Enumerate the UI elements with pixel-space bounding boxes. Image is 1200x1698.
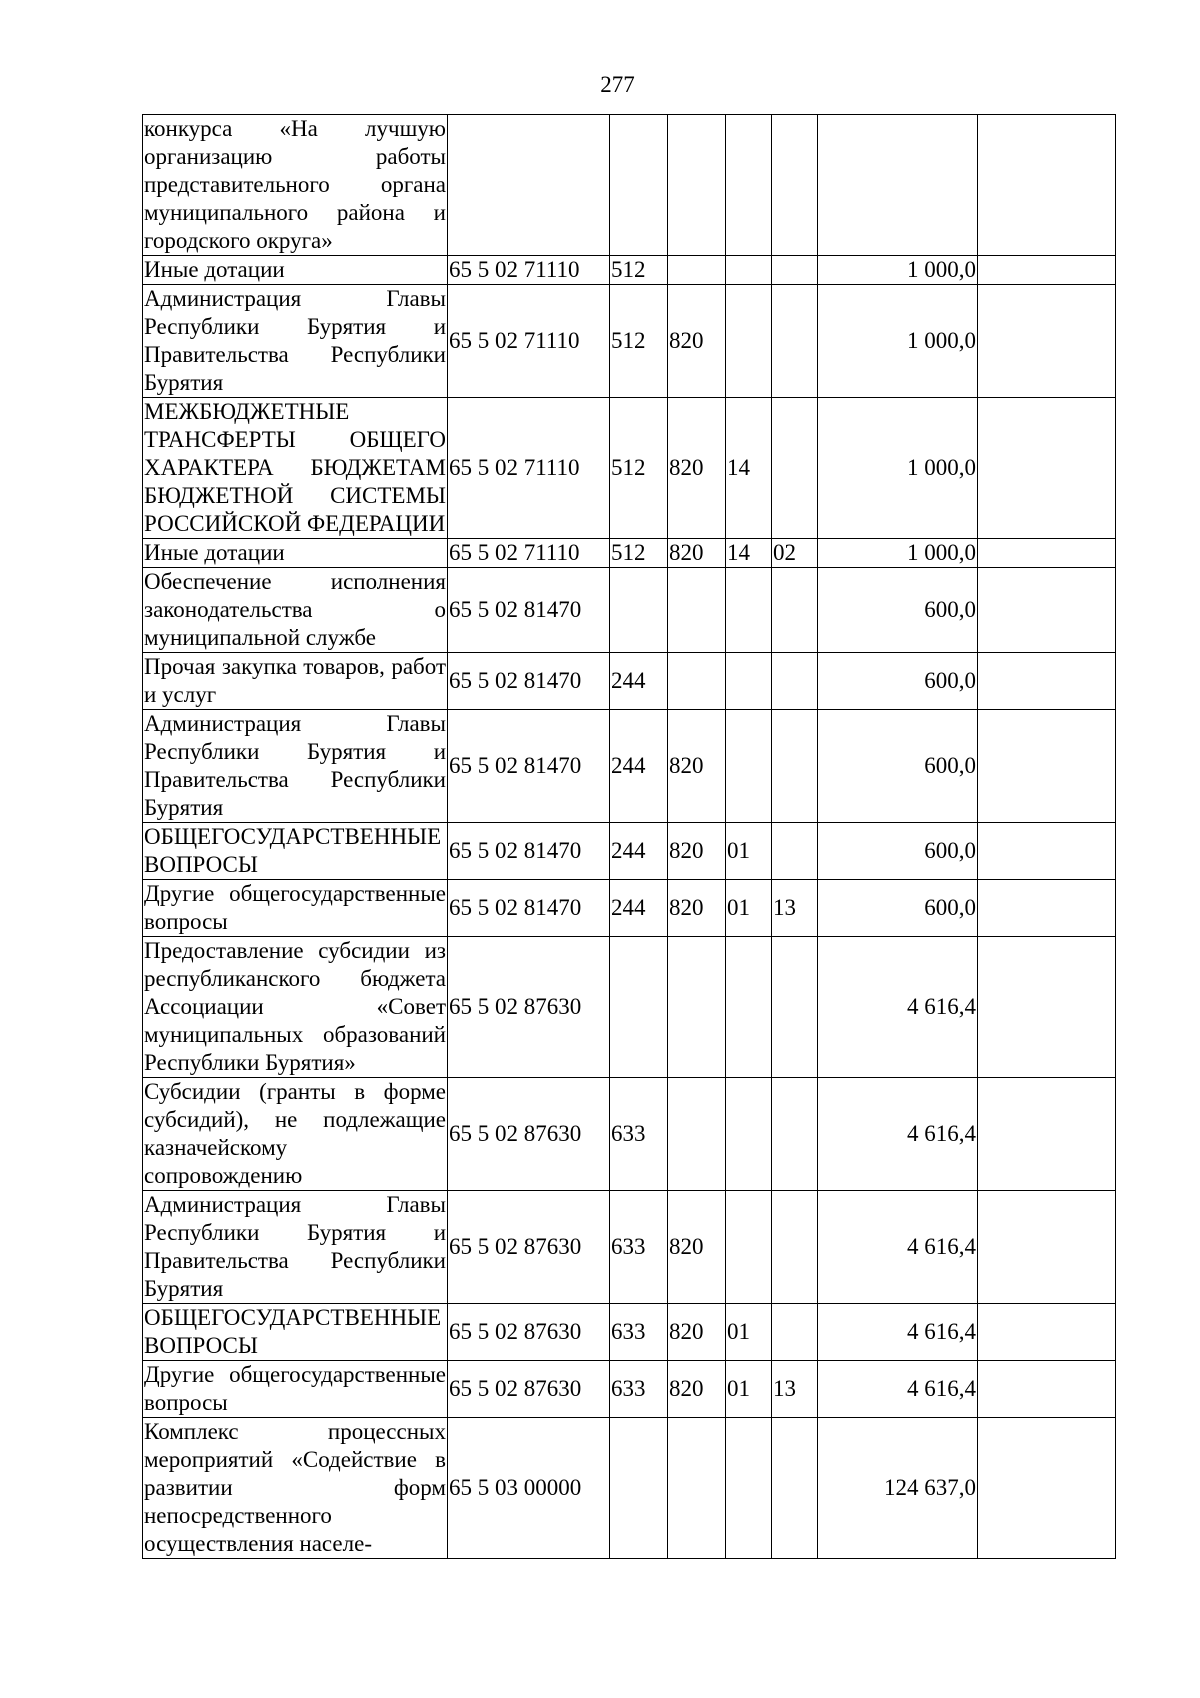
target-code-cell: 65 5 02 87630 [448,937,610,1078]
section-cell: 01 [726,823,772,880]
expense-type-cell: 512 [610,539,668,568]
section-cell [726,1191,772,1304]
subsection-cell [772,937,818,1078]
empty-cell [978,256,1116,285]
empty-cell [978,539,1116,568]
target-code-cell: 65 5 02 81470 [448,880,610,937]
subsection-cell: 02 [772,539,818,568]
amount-cell: 600,0 [818,568,978,653]
target-code-cell: 65 5 02 87630 [448,1304,610,1361]
description-cell: ОБЩЕГОСУДАРСТВЕННЫЕ ВОПРОСЫ [143,1304,448,1361]
expense-type-cell: 512 [610,398,668,539]
description-cell: Комплекс процессных мероприятий «Содействие в развитии форм непосредственного осуществления населе- [143,1418,448,1559]
table-row [143,937,1116,1078]
subsection-cell [772,285,818,398]
section-cell [726,115,772,256]
ministry-code-cell [668,1418,726,1559]
empty-cell [978,285,1116,398]
section-cell: 01 [726,1304,772,1361]
target-code-cell: 65 5 03 00000 [448,1418,610,1559]
description-cell: ОБЩЕГОСУДАРСТВЕННЫЕ ВОПРОСЫ [143,823,448,880]
table-row [143,710,1116,823]
description-cell: Субсидии (гранты в форме субсидий), не подлежащие казначейскому сопровождению [143,1078,448,1191]
amount-cell: 4 616,4 [818,1078,978,1191]
ministry-code-cell [668,256,726,285]
empty-cell [978,115,1116,256]
amount-cell: 600,0 [818,823,978,880]
table-row [143,256,1116,285]
ministry-code-cell [668,653,726,710]
section-cell [726,1418,772,1559]
table-row [143,568,1116,653]
ministry-code-cell [668,115,726,256]
empty-cell [978,880,1116,937]
subsection-cell [772,1191,818,1304]
empty-cell [978,937,1116,1078]
amount-cell: 600,0 [818,880,978,937]
subsection-cell [772,1078,818,1191]
expense-type-cell: 244 [610,880,668,937]
ministry-code-cell: 820 [668,398,726,539]
empty-cell [978,398,1116,539]
amount-cell: 4 616,4 [818,1361,978,1418]
target-code-cell: 65 5 02 81470 [448,710,610,823]
amount-cell: 1 000,0 [818,398,978,539]
table-row [143,285,1116,398]
description-cell: МЕЖБЮДЖЕТНЫЕ ТРАНСФЕРТЫ ОБЩЕГО ХАРАКТЕРА БЮДЖЕТАМ БЮДЖЕТНОЙ СИСТЕМЫ РОССИЙСКОЙ ФЕДЕРАЦИИ [143,398,448,539]
target-code-cell: 65 5 02 81470 [448,823,610,880]
table-row [143,823,1116,880]
ministry-code-cell: 820 [668,1191,726,1304]
ministry-code-cell: 820 [668,285,726,398]
ministry-code-cell: 820 [668,1361,726,1418]
target-code-cell: 65 5 02 81470 [448,568,610,653]
expense-type-cell: 633 [610,1304,668,1361]
amount-cell [818,115,978,256]
ministry-code-cell: 820 [668,823,726,880]
ministry-code-cell [668,1078,726,1191]
table-body [143,115,1116,1559]
section-cell: 14 [726,398,772,539]
subsection-cell [772,823,818,880]
description-cell: Предоставление субсидии из республиканского бюджета Ассоциации «Совет муниципальных образований Республики Бурятия» [143,937,448,1078]
ministry-code-cell: 820 [668,710,726,823]
ministry-code-cell: 820 [668,880,726,937]
description-cell: Администрация Главы Республики Бурятия и Правительства Республики Бурятия [143,710,448,823]
subsection-cell [772,256,818,285]
section-cell: 14 [726,539,772,568]
section-cell [726,1078,772,1191]
empty-cell [978,1078,1116,1191]
table-row [143,398,1116,539]
description-cell: Прочая закупка товаров, работ и услуг [143,653,448,710]
section-cell [726,256,772,285]
table-row [143,1304,1116,1361]
amount-cell: 4 616,4 [818,937,978,1078]
empty-cell [978,710,1116,823]
expense-type-cell [610,937,668,1078]
target-code-cell: 65 5 02 71110 [448,539,610,568]
description-cell: Обеспечение исполнения законодательства о муниципальной службе [143,568,448,653]
subsection-cell [772,1418,818,1559]
amount-cell: 1 000,0 [818,539,978,568]
target-code-cell: 65 5 02 71110 [448,285,610,398]
subsection-cell [772,710,818,823]
ministry-code-cell: 820 [668,1304,726,1361]
empty-cell [978,568,1116,653]
amount-cell: 1 000,0 [818,285,978,398]
subsection-cell [772,398,818,539]
empty-cell [978,653,1116,710]
expense-type-cell: 512 [610,285,668,398]
amount-cell: 124 637,0 [818,1418,978,1559]
table-row [143,115,1116,256]
ministry-code-cell [668,937,726,1078]
empty-cell [978,1191,1116,1304]
description-cell: Другие общегосударственные вопросы [143,880,448,937]
expense-type-cell: 244 [610,710,668,823]
empty-cell [978,1418,1116,1559]
target-code-cell: 65 5 02 81470 [448,653,610,710]
section-cell [726,653,772,710]
expense-type-cell [610,115,668,256]
page-number: 277 [600,72,635,97]
subsection-cell [772,568,818,653]
amount-cell: 600,0 [818,653,978,710]
table-row [143,1361,1116,1418]
amount-cell: 4 616,4 [818,1191,978,1304]
expense-type-cell: 244 [610,653,668,710]
subsection-cell: 13 [772,1361,818,1418]
section-cell: 01 [726,1361,772,1418]
empty-cell [978,823,1116,880]
section-cell: 01 [726,880,772,937]
section-cell [726,937,772,1078]
target-code-cell: 65 5 02 87630 [448,1361,610,1418]
target-code-cell [448,115,610,256]
table-row [143,1418,1116,1559]
target-code-cell: 65 5 02 87630 [448,1078,610,1191]
amount-cell: 1 000,0 [818,256,978,285]
description-cell: конкурса «На лучшую организацию работы представительного органа муниципального района и городского округа» [143,115,448,256]
ministry-code-cell: 820 [668,539,726,568]
expense-type-cell: 633 [610,1191,668,1304]
subsection-cell [772,653,818,710]
table-row [143,539,1116,568]
target-code-cell: 65 5 02 71110 [448,256,610,285]
amount-cell: 600,0 [818,710,978,823]
amount-cell: 4 616,4 [818,1304,978,1361]
description-cell: Администрация Главы Республики Бурятия и Правительства Республики Бурятия [143,1191,448,1304]
expense-type-cell: 633 [610,1361,668,1418]
empty-cell [978,1361,1116,1418]
expense-type-cell [610,568,668,653]
table-row [143,880,1116,937]
description-cell: Иные дотации [143,256,448,285]
subsection-cell [772,1304,818,1361]
subsection-cell [772,115,818,256]
expense-type-cell [610,1418,668,1559]
description-cell: Иные дотации [143,539,448,568]
table-row [143,1191,1116,1304]
section-cell [726,710,772,823]
ministry-code-cell [668,568,726,653]
expense-type-cell: 512 [610,256,668,285]
description-cell: Администрация Главы Республики Бурятия и Правительства Республики Бурятия [143,285,448,398]
subsection-cell: 13 [772,880,818,937]
target-code-cell: 65 5 02 87630 [448,1191,610,1304]
budget-table [142,114,1116,1559]
target-code-cell: 65 5 02 71110 [448,398,610,539]
section-cell [726,285,772,398]
table-row [143,653,1116,710]
description-cell: Другие общегосударственные вопросы [143,1361,448,1418]
empty-cell [978,1304,1116,1361]
expense-type-cell: 633 [610,1078,668,1191]
table-row [143,1078,1116,1191]
section-cell [726,568,772,653]
expense-type-cell: 244 [610,823,668,880]
